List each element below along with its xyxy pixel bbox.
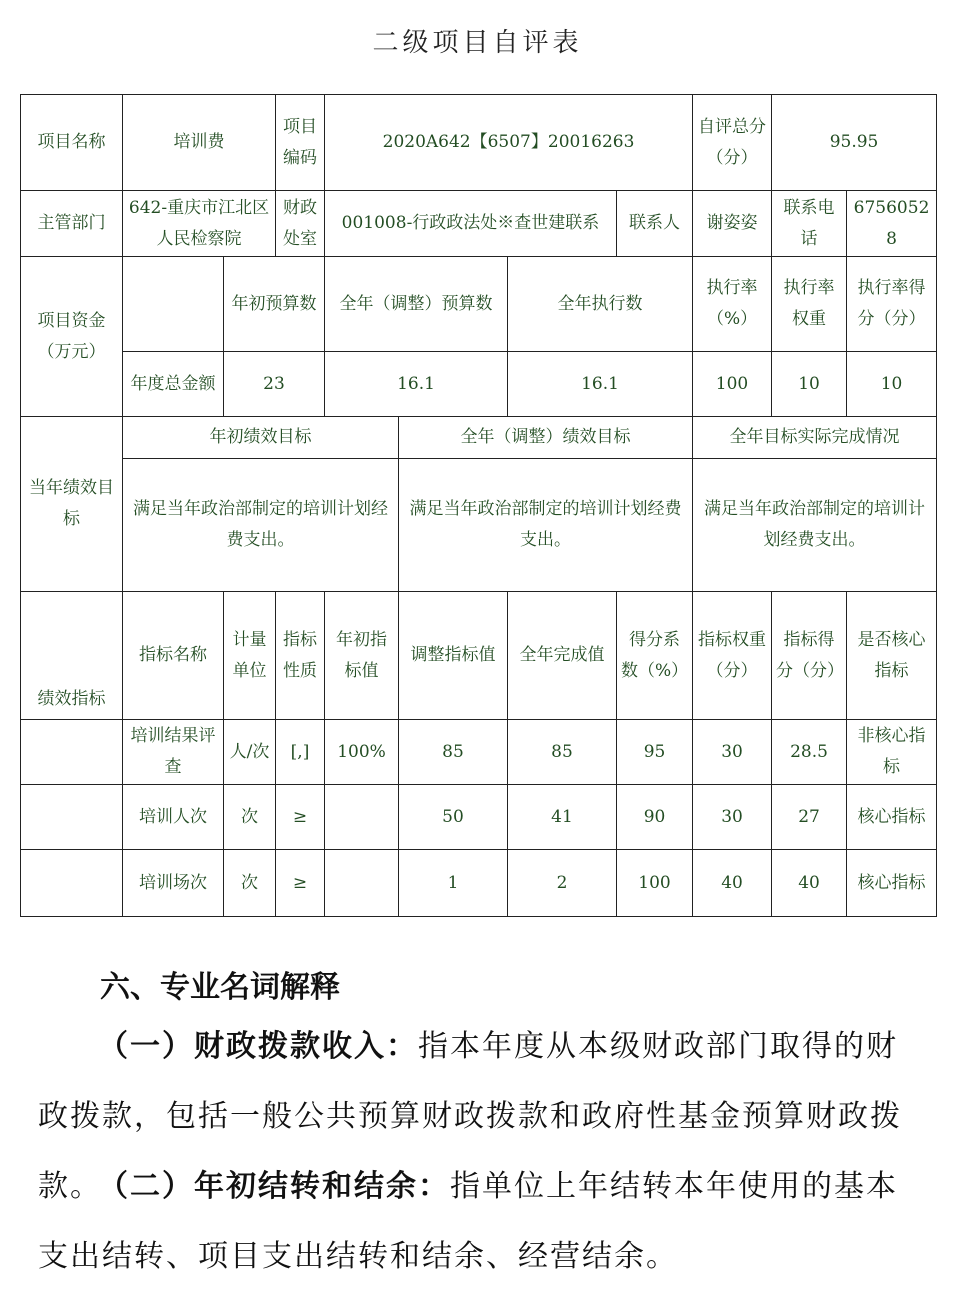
ind-header: 调整指标值 (399, 592, 508, 720)
ind-cell: 85 (508, 720, 617, 785)
ind-cell: 40 (772, 850, 847, 917)
goals-header-init: 年初绩效目标 (123, 417, 399, 459)
project-code-value: 2020A642【6507】20016263 (325, 95, 693, 191)
funds-adj: 16.1 (325, 352, 508, 417)
ind-cell: 人/次 (224, 720, 276, 785)
ind-cell: 培训场次 (123, 850, 224, 917)
ind-cell: 30 (693, 720, 772, 785)
paragraph-1-term: （一）财政拨款收入： (98, 1029, 418, 1064)
funds-col-weight: 执行率权重 (772, 257, 847, 352)
ind-cell: [,] (276, 720, 325, 785)
ind-header: 计量单位 (224, 592, 276, 720)
office-value: 001008-行政政法处※查世建联系 (325, 191, 617, 257)
ind-cell (325, 850, 399, 917)
ind-cell: 培训人次 (123, 785, 224, 850)
paragraph-2-text: 指单位上年结转本年使用的基本支出结转、项目支出结转和结余、经营结余。 (38, 1169, 898, 1274)
project-name-label: 项目名称 (21, 95, 123, 191)
project-name-value: 培训费 (123, 95, 276, 191)
table-row (21, 720, 937, 785)
ind-cell: 次 (224, 785, 276, 850)
funds-label: 项目资金（万元） (21, 257, 123, 417)
funds-col-score: 执行率得分（分） (847, 257, 937, 352)
ind-cell: 27 (772, 785, 847, 850)
goals-label: 当年绩效目标 (21, 417, 123, 592)
self-evaluation-table (20, 94, 937, 917)
ind-cell: 1 (399, 850, 508, 917)
ind-header: 指标名称 (123, 592, 224, 720)
ind-cell: 95 (617, 720, 693, 785)
ind-cell: 非核心指标 (847, 720, 937, 785)
funds-col-exec: 全年执行数 (508, 257, 693, 352)
goals-init-text: 满足当年政治部制定的培训计划经费支出。 (123, 459, 399, 592)
ind-cell: 30 (693, 785, 772, 850)
section-heading: 六、专业名词解释 (100, 970, 340, 1005)
contact-label: 联系人 (617, 191, 693, 257)
ind-header: 指标得分（分） (772, 592, 847, 720)
ind-cell: 次 (224, 850, 276, 917)
ind-header: 指标性质 (276, 592, 325, 720)
funds-exec: 16.1 (508, 352, 693, 417)
funds-col-init: 年初预算数 (224, 257, 325, 352)
self-score-label: 自评总分（分） (693, 95, 772, 191)
project-code-label: 项目编码 (276, 95, 325, 191)
ind-header: 全年完成值 (508, 592, 617, 720)
ind-cell: ≥ (276, 785, 325, 850)
phone-value: 67560528 (847, 191, 937, 257)
funds-col-adj: 全年（调整）预算数 (325, 257, 508, 352)
ind-cell: 核心指标 (847, 850, 937, 917)
ind-cell: 培训结果评查 (123, 720, 224, 785)
indicators-label: 绩效指标 (21, 592, 123, 720)
ind-header: 指标权重（分） (693, 592, 772, 720)
goals-actual-text: 满足当年政治部制定的培训计划经费支出。 (693, 459, 937, 592)
funds-init: 23 (224, 352, 325, 417)
phone-label: 联系电话 (772, 191, 847, 257)
ind-cell: 100 (617, 850, 693, 917)
paragraph-1-text: 指本年度从本级财政部门取得的财政拨款，包括一般公共预算财政拨款和政府性基金预算财政拨款。 (38, 1029, 902, 1204)
contact-value: 谢姿姿 (693, 191, 772, 257)
ind-header: 得分系数（%） (617, 592, 693, 720)
goals-adj-text: 满足当年政治部制定的培训计划经费支出。 (399, 459, 693, 592)
goals-header-adj: 全年（调整）绩效目标 (399, 417, 693, 459)
ind-cell: 90 (617, 785, 693, 850)
ind-cell: 100% (325, 720, 399, 785)
dept-value: 642-重庆市江北区人民检察院 (123, 191, 276, 257)
ind-cell: 40 (693, 850, 772, 917)
paragraph-2-term: （二）年初结转和结余： (98, 1169, 450, 1204)
goals-header-actual: 全年目标实际完成情况 (693, 417, 937, 459)
ind-header: 是否核心指标 (847, 592, 937, 720)
ind-cell: 50 (399, 785, 508, 850)
page-title: 二级项目自评表 (372, 28, 583, 58)
funds-weight: 10 (772, 352, 847, 417)
funds-rate: 100 (693, 352, 772, 417)
table-row (21, 785, 937, 850)
ind-header: 年初指标值 (325, 592, 399, 720)
table-row (21, 850, 937, 917)
ind-cell: 85 (399, 720, 508, 785)
ind-cell: 核心指标 (847, 785, 937, 850)
funds-col-rate: 执行率（%） (693, 257, 772, 352)
ind-cell: ≥ (276, 850, 325, 917)
paragraph-2 (38, 1152, 918, 1292)
funds-row-label: 年度总金额 (123, 352, 224, 417)
ind-cell (325, 785, 399, 850)
office-label: 财政处室 (276, 191, 325, 257)
self-score-value: 95.95 (772, 95, 937, 191)
ind-cell: 41 (508, 785, 617, 850)
ind-cell: 28.5 (772, 720, 847, 785)
dept-label: 主管部门 (21, 191, 123, 257)
funds-score: 10 (847, 352, 937, 417)
ind-cell: 2 (508, 850, 617, 917)
